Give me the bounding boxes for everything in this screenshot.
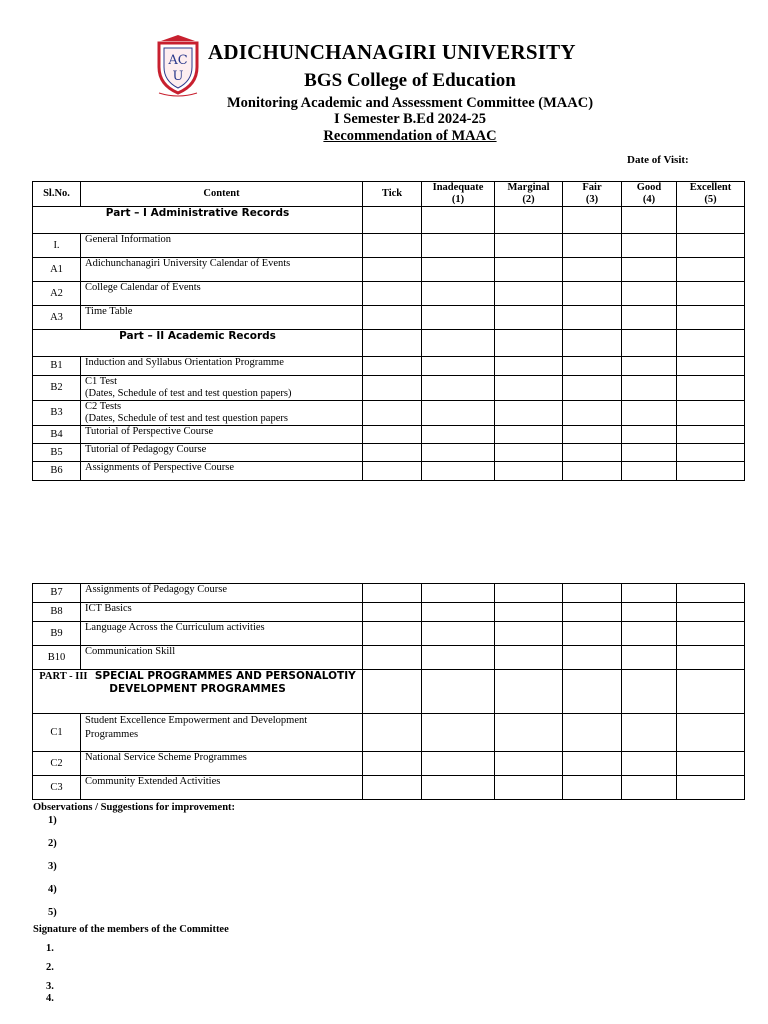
tick-cell[interactable] xyxy=(363,306,422,330)
row-sl: A1 xyxy=(33,258,81,282)
observation-item: 2) xyxy=(48,838,57,849)
tick-cell[interactable] xyxy=(363,258,422,282)
rating-cell[interactable] xyxy=(622,282,677,306)
rating-cell[interactable] xyxy=(563,603,622,622)
rating-cell[interactable] xyxy=(422,357,495,376)
rating-cell[interactable] xyxy=(563,462,622,481)
rating-cell[interactable] xyxy=(622,306,677,330)
rating-cell[interactable] xyxy=(622,376,677,401)
rating-cell[interactable] xyxy=(622,234,677,258)
part3-prefix: PART - III xyxy=(39,671,88,682)
rating-cell[interactable] xyxy=(563,444,622,462)
signature-item: 4. xyxy=(46,993,54,1004)
observation-item: 4) xyxy=(48,884,57,895)
rating-cell[interactable] xyxy=(495,376,563,401)
rating-cell[interactable] xyxy=(563,426,622,444)
rating-cell[interactable] xyxy=(677,752,745,776)
header-excellent: Excellent (5) xyxy=(677,182,745,207)
rating-cell[interactable] xyxy=(422,376,495,401)
rating-cell[interactable] xyxy=(495,752,563,776)
rating-cell[interactable] xyxy=(563,306,622,330)
header-fair: Fair (3) xyxy=(563,182,622,207)
tick-cell[interactable] xyxy=(363,357,422,376)
tick-cell[interactable] xyxy=(363,603,422,622)
row-sl: B8 xyxy=(33,603,81,622)
rating-cell[interactable] xyxy=(422,622,495,646)
tick-cell[interactable] xyxy=(363,401,422,426)
part1-title: Part – I Administrative Records xyxy=(33,207,363,234)
rating-cell[interactable] xyxy=(677,444,745,462)
section-row xyxy=(33,330,745,357)
row-content: Tutorial of Pedagogy Course xyxy=(81,444,363,462)
row-content: College Calendar of Events xyxy=(81,282,363,306)
table-row xyxy=(33,282,745,306)
row-sl: C3 xyxy=(33,776,81,800)
rating-cell[interactable] xyxy=(563,357,622,376)
rating-cell[interactable] xyxy=(495,234,563,258)
rating-cell[interactable] xyxy=(563,584,622,603)
rating-cell[interactable] xyxy=(563,401,622,426)
tick-cell[interactable] xyxy=(363,444,422,462)
semester-label: I Semester B.Ed 2024-25 xyxy=(334,111,486,127)
row-content: C1 Test (Dates, Schedule of test and test question papers) xyxy=(81,376,363,401)
rating-cell[interactable] xyxy=(495,258,563,282)
rating-cell[interactable] xyxy=(563,714,622,752)
rating-cell[interactable] xyxy=(677,603,745,622)
rating-cell[interactable] xyxy=(422,462,495,481)
row-content: Adichunchanagiri University Calendar of Events xyxy=(81,258,363,282)
header-marginal: Marginal (2) xyxy=(495,182,563,207)
rating-cell[interactable] xyxy=(622,776,677,800)
rating-cell[interactable] xyxy=(495,603,563,622)
rating-cell[interactable] xyxy=(677,646,745,670)
row-sl: B3 xyxy=(33,401,81,426)
table-row xyxy=(33,401,745,426)
svg-text:AC: AC xyxy=(168,53,188,68)
row-content: Induction and Syllabus Orientation Programme xyxy=(81,357,363,376)
table-row xyxy=(33,376,745,401)
row-content: Communication Skill xyxy=(81,646,363,670)
table-row xyxy=(33,306,745,330)
rating-cell[interactable] xyxy=(422,752,495,776)
rating-cell[interactable] xyxy=(677,426,745,444)
tick-cell[interactable] xyxy=(363,462,422,481)
rating-cell[interactable] xyxy=(495,282,563,306)
rating-cell[interactable] xyxy=(677,234,745,258)
tick-cell[interactable] xyxy=(363,376,422,401)
rating-cell[interactable] xyxy=(495,622,563,646)
tick-cell[interactable] xyxy=(363,752,422,776)
row-content: National Service Scheme Programmes xyxy=(81,752,363,776)
row-sl: B7 xyxy=(33,584,81,603)
rating-cell[interactable] xyxy=(563,646,622,670)
table-header-row xyxy=(33,182,745,207)
rating-cell[interactable] xyxy=(495,357,563,376)
rating-cell[interactable] xyxy=(677,282,745,306)
table-row xyxy=(33,426,745,444)
tick-cell[interactable] xyxy=(363,622,422,646)
table-row xyxy=(33,776,745,800)
rating-cell[interactable] xyxy=(677,714,745,752)
rating-cell[interactable] xyxy=(495,401,563,426)
college-name: BGS College of Education xyxy=(304,70,516,91)
row-content: C2 Tests (Dates, Schedule of test and test question papers xyxy=(81,401,363,426)
rating-cell[interactable] xyxy=(622,752,677,776)
row-content: General Information xyxy=(81,234,363,258)
observation-item: 3) xyxy=(48,861,57,872)
rating-cell[interactable] xyxy=(677,462,745,481)
date-of-visit-label: Date of Visit: xyxy=(627,154,689,166)
header-inadequate: Inadequate (1) xyxy=(422,182,495,207)
table-row xyxy=(33,234,745,258)
row-sl: B4 xyxy=(33,426,81,444)
rating-cell[interactable] xyxy=(422,584,495,603)
rating-cell[interactable] xyxy=(622,444,677,462)
row-content: ICT Basics xyxy=(81,603,363,622)
rating-cell[interactable] xyxy=(422,776,495,800)
svg-text:U: U xyxy=(172,69,184,84)
rating-cell[interactable] xyxy=(495,306,563,330)
rating-cell[interactable] xyxy=(422,258,495,282)
section-row xyxy=(33,207,745,234)
observation-item: 1) xyxy=(48,815,57,826)
table-row xyxy=(33,622,745,646)
table-row xyxy=(33,444,745,462)
rating-cell[interactable] xyxy=(677,584,745,603)
rating-cell[interactable] xyxy=(622,462,677,481)
rating-cell[interactable] xyxy=(563,776,622,800)
rating-cell[interactable] xyxy=(495,444,563,462)
rating-cell[interactable] xyxy=(422,282,495,306)
part3-title-line2: DEVELOPMENT PROGRAMMES xyxy=(109,683,286,695)
row-content: Time Table xyxy=(81,306,363,330)
table-row xyxy=(33,714,745,752)
rating-cell[interactable] xyxy=(563,622,622,646)
rating-cell[interactable] xyxy=(495,776,563,800)
rating-cell[interactable] xyxy=(495,462,563,481)
header-good: Good (4) xyxy=(622,182,677,207)
tick-cell[interactable] xyxy=(363,426,422,444)
rating-cell[interactable] xyxy=(422,401,495,426)
row-sl: I. xyxy=(33,234,81,258)
rating-cell[interactable] xyxy=(422,234,495,258)
part3-title xyxy=(33,670,363,714)
row-sl: B10 xyxy=(33,646,81,670)
rating-cell[interactable] xyxy=(422,426,495,444)
evaluation-table-part2 xyxy=(32,583,745,800)
row-content: Student Excellence Empowerment and Development Programmes xyxy=(81,714,363,752)
row-sl: B2 xyxy=(33,376,81,401)
row-content: Assignments of Perspective Course xyxy=(81,462,363,481)
row-sl: B5 xyxy=(33,444,81,462)
signature-title: Signature of the members of the Committee xyxy=(33,924,229,935)
observations-title: Observations / Suggestions for improvement: xyxy=(33,802,236,813)
table-row xyxy=(33,584,745,603)
tick-cell[interactable] xyxy=(363,234,422,258)
rating-cell[interactable] xyxy=(422,714,495,752)
row-sl: A2 xyxy=(33,282,81,306)
part3-title-line1: SPECIAL PROGRAMMES AND PERSONALOTIY xyxy=(94,670,356,682)
table-row xyxy=(33,462,745,481)
rating-cell[interactable] xyxy=(495,714,563,752)
rating-cell[interactable] xyxy=(563,282,622,306)
committee-name: Monitoring Academic and Assessment Committee (MAAC) xyxy=(226,95,594,111)
rating-cell[interactable] xyxy=(677,401,745,426)
header-tick: Tick xyxy=(363,182,422,207)
rating-cell[interactable] xyxy=(622,622,677,646)
header-content: Content xyxy=(81,182,363,207)
recommendation-title: Recommendation of MAAC xyxy=(323,128,497,144)
rating-cell[interactable] xyxy=(677,258,745,282)
signature-item: 3. xyxy=(46,981,54,992)
tick-cell[interactable] xyxy=(363,282,422,306)
rating-cell[interactable] xyxy=(563,234,622,258)
tick-cell[interactable] xyxy=(363,714,422,752)
tick-cell[interactable] xyxy=(363,646,422,670)
university-name: ADICHUNCHANAGIRI UNIVERSITY xyxy=(208,40,576,64)
row-content: Assignments of Pedagogy Course xyxy=(81,584,363,603)
rating-cell[interactable] xyxy=(495,584,563,603)
signature-item: 2. xyxy=(46,962,54,973)
table-row xyxy=(33,603,745,622)
table-row xyxy=(33,646,745,670)
table-row xyxy=(33,357,745,376)
row-sl: B1 xyxy=(33,357,81,376)
row-sl: B9 xyxy=(33,622,81,646)
rating-cell[interactable] xyxy=(563,752,622,776)
row-content: Tutorial of Perspective Course xyxy=(81,426,363,444)
rating-cell[interactable] xyxy=(677,376,745,401)
rating-cell[interactable] xyxy=(622,426,677,444)
section-row xyxy=(33,670,745,714)
rating-cell[interactable] xyxy=(563,258,622,282)
signature-item: 1. xyxy=(46,943,54,954)
row-sl: C1 xyxy=(33,714,81,752)
rating-cell[interactable] xyxy=(622,714,677,752)
tick-cell[interactable] xyxy=(363,776,422,800)
rating-cell[interactable] xyxy=(622,258,677,282)
table-row xyxy=(33,752,745,776)
rating-cell[interactable] xyxy=(495,646,563,670)
rating-cell[interactable] xyxy=(622,603,677,622)
rating-cell[interactable] xyxy=(677,622,745,646)
rating-cell[interactable] xyxy=(677,306,745,330)
row-content: Language Across the Curriculum activities xyxy=(81,622,363,646)
rating-cell[interactable] xyxy=(622,401,677,426)
rating-cell[interactable] xyxy=(495,426,563,444)
part2-title: Part – II Academic Records xyxy=(33,330,363,357)
rating-cell[interactable] xyxy=(563,376,622,401)
header-sl: Sl.No. xyxy=(33,182,81,207)
row-sl: B6 xyxy=(33,462,81,481)
rating-cell[interactable] xyxy=(622,357,677,376)
table-row xyxy=(33,258,745,282)
evaluation-table-part1 xyxy=(32,181,745,481)
rating-cell[interactable] xyxy=(622,646,677,670)
rating-cell[interactable] xyxy=(422,603,495,622)
rating-cell[interactable] xyxy=(422,306,495,330)
rating-cell[interactable] xyxy=(677,357,745,376)
rating-cell[interactable] xyxy=(622,584,677,603)
rating-cell[interactable] xyxy=(677,776,745,800)
row-sl: A3 xyxy=(33,306,81,330)
observation-item: 5) xyxy=(48,907,57,918)
rating-cell[interactable] xyxy=(422,444,495,462)
row-content: Community Extended Activities xyxy=(81,776,363,800)
tick-cell[interactable] xyxy=(363,584,422,603)
row-sl: C2 xyxy=(33,752,81,776)
rating-cell[interactable] xyxy=(422,646,495,670)
